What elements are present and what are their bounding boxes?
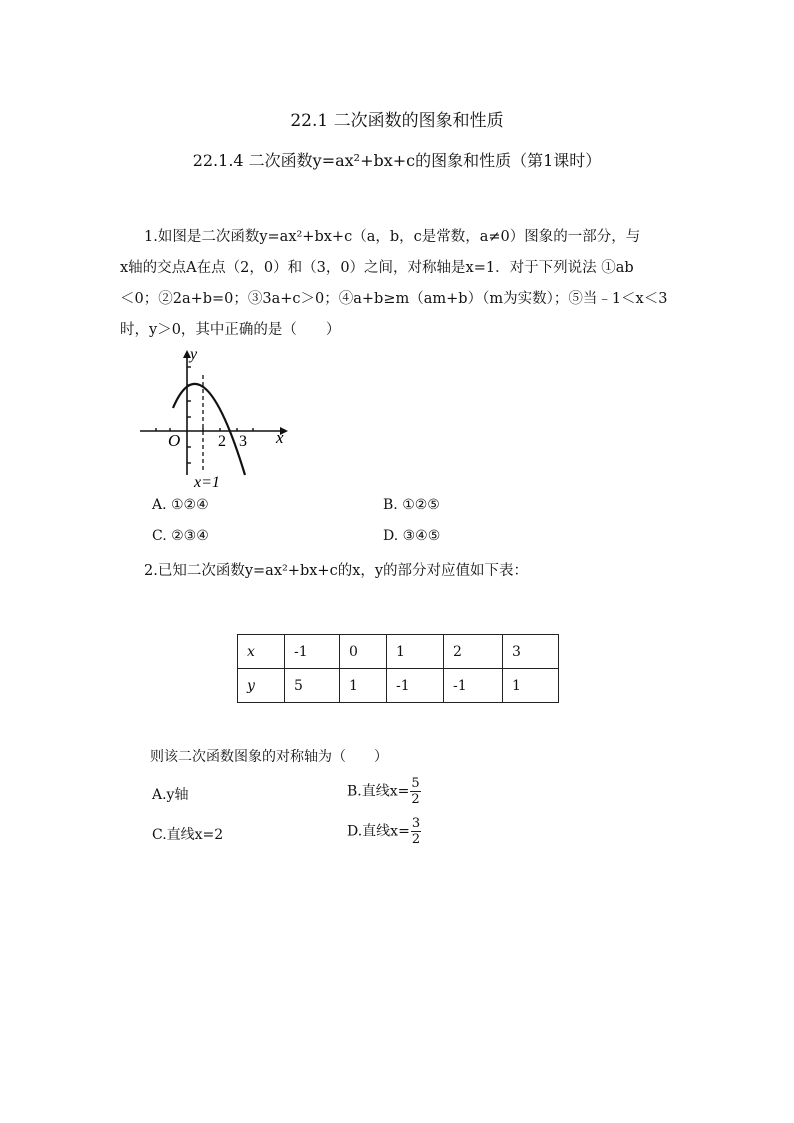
q1-line-4: 时，y＞0，其中正确的是（ ） (120, 322, 341, 338)
table-cell: -1 (285, 635, 340, 669)
x-axis-label: x (276, 428, 284, 447)
symmetry-label: x=1 (194, 474, 220, 490)
table-cell: 1 (503, 669, 559, 703)
parabola-graph (130, 345, 300, 490)
section-title: 22.1 二次函数的图象和性质 (290, 111, 504, 131)
q2-option-c[interactable]: C.直线x=2 (152, 827, 224, 843)
q1-option-d[interactable]: D. ③④⑤ (383, 528, 441, 544)
q2-option-b-label: B.直线x= (347, 783, 410, 800)
q1-line-3: ＜0；②2a+b=0；③3a+c＞0；④a+b≥m（am+b）（m为实数）；⑤当﹣1＜x＜3 (120, 291, 668, 307)
table-cell: -1 (387, 669, 444, 703)
question-2-text: 2.已知二次函数y=ax²+bx+c的x，y的部分对应值如下表： (144, 563, 529, 579)
question-2-prompt: 则该二次函数图象的对称轴为（ ） (150, 749, 388, 765)
q1-option-a[interactable]: A. ①②④ (152, 497, 209, 513)
table-row-y (238, 669, 559, 703)
fraction: $\frac{3}{2}$ (411, 816, 421, 847)
table-cell: 0 (340, 635, 387, 669)
q2-option-b[interactable] (347, 776, 421, 807)
table-cell: 5 (285, 669, 340, 703)
q1-line-2: x轴的交点A在点（2，0）和（3，0）之间，对称轴是x=1．对于下列说法 ①ab (120, 260, 634, 276)
table-cell: 3 (503, 635, 559, 669)
q2-option-d[interactable] (347, 816, 421, 847)
tick-label-2: 2 (218, 433, 226, 450)
table-cell: 2 (444, 635, 503, 669)
table-cell: 1 (340, 669, 387, 703)
table-cell: y (238, 669, 285, 703)
q1-line-1: 1.如图是二次函数y=ax²+bx+c（a，b，c是常数，a≠0）图象的一部分，与 (144, 229, 641, 245)
lesson-title: 22.1.4 二次函数y=ax²+bx+c的图象和性质（第1课时） (192, 151, 602, 170)
q1-option-b[interactable]: B. ①②⑤ (383, 497, 440, 513)
value-table (237, 634, 559, 703)
tick-label-3: 3 (239, 433, 247, 450)
question-1 (120, 222, 680, 346)
origin-label: O (168, 431, 181, 450)
fraction: $\frac{5}{2}$ (411, 776, 420, 807)
q1-option-c[interactable]: C. ②③④ (152, 528, 209, 544)
q2-option-a[interactable]: A.y轴 (152, 787, 189, 803)
table-cell: -1 (444, 669, 503, 703)
table-cell: x (238, 635, 285, 669)
table-row-x (238, 635, 559, 669)
parabola-curve (173, 384, 245, 475)
table-cell: 1 (387, 635, 444, 669)
q2-option-d-label: D.直线x= (347, 823, 410, 840)
y-axis-label: y (190, 346, 198, 363)
